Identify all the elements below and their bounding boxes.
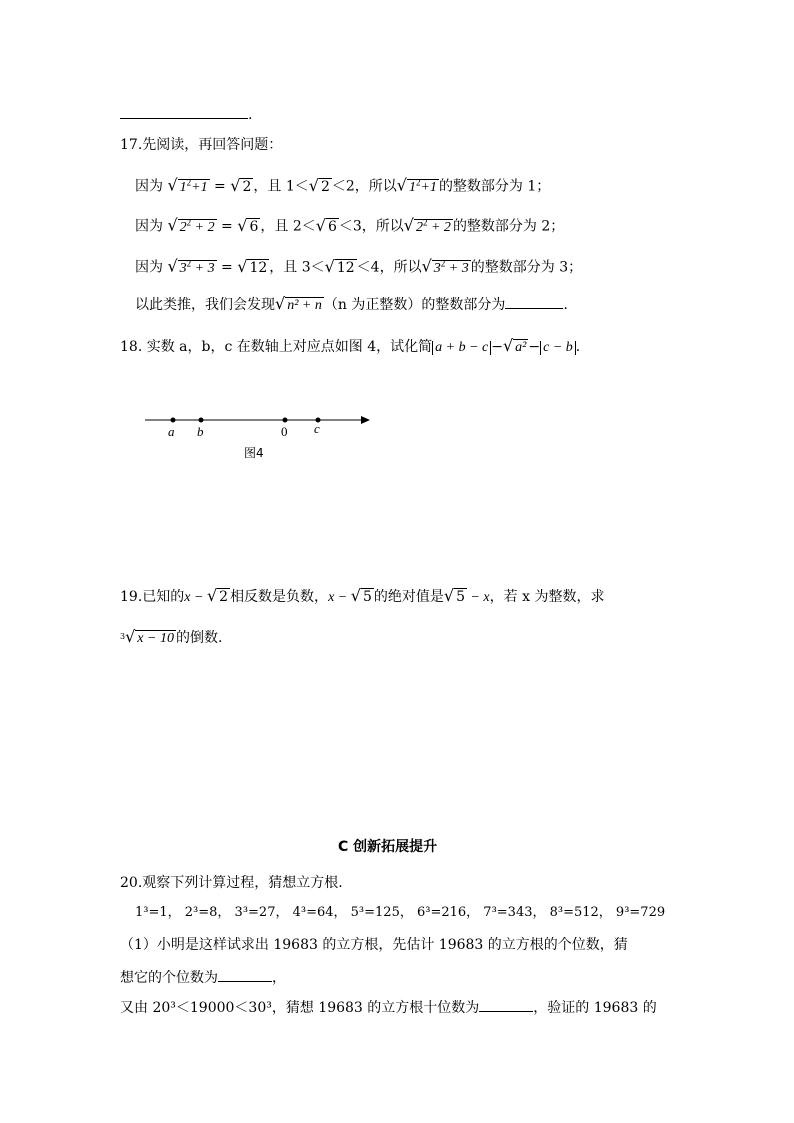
text: ，且 2＜ bbox=[260, 218, 316, 235]
term: + 2 bbox=[191, 219, 215, 235]
text: 因为 bbox=[135, 178, 163, 195]
period: . bbox=[563, 297, 568, 313]
point-b bbox=[199, 418, 204, 423]
radicand: 5 bbox=[362, 589, 372, 605]
text: （n 为正整数）的整数部分为 bbox=[323, 297, 506, 313]
text: 的倒数. bbox=[175, 630, 223, 646]
radical: √ $1^2+1$ bbox=[167, 175, 208, 195]
radicand: 12 bbox=[336, 259, 355, 276]
text: 以此类推，我们会发现 bbox=[135, 297, 275, 313]
q19-line2 bbox=[120, 627, 222, 649]
exponent: 2 bbox=[422, 217, 428, 227]
radical: √ 12 bbox=[324, 256, 355, 276]
top-answer-blank-line bbox=[120, 104, 252, 125]
base: 3 bbox=[433, 260, 441, 276]
text: ， bbox=[272, 970, 286, 986]
base: 3 bbox=[179, 260, 187, 276]
text: 因为 bbox=[135, 218, 163, 235]
text: ，且 3＜ bbox=[269, 259, 325, 276]
text: ＜2，所以 bbox=[331, 178, 397, 195]
term: + 2 bbox=[427, 219, 451, 235]
label-b: b bbox=[197, 424, 204, 439]
radical: √ n² + n bbox=[275, 294, 322, 313]
absolute-value: a + b − c bbox=[432, 341, 491, 355]
radical: √ a² bbox=[502, 336, 527, 355]
q18-text bbox=[120, 336, 580, 358]
term: +1 bbox=[420, 179, 437, 195]
arrow-head-icon bbox=[361, 416, 370, 424]
radicand: 2 bbox=[219, 589, 229, 605]
base: 2 bbox=[415, 219, 423, 235]
radical: √ $3^2 + 3$ bbox=[421, 256, 469, 276]
text: ，若 x 为整数，求 bbox=[489, 589, 605, 605]
exponent: 2 bbox=[415, 177, 421, 187]
figure-caption: 图4 bbox=[244, 446, 264, 460]
text: 又由 20³＜19000＜30³，猜想 19683 的立方根十位数为 bbox=[120, 1000, 480, 1016]
q17-line1 bbox=[135, 172, 550, 198]
radical: √ 5 bbox=[350, 586, 372, 605]
radical: √ $2^2 + 2$ bbox=[403, 215, 451, 235]
text: 的整数部分为 2； bbox=[452, 218, 565, 235]
term: + 3 bbox=[191, 260, 215, 276]
question-text: 18. 实数 a，b，c 在数轴上对应点如图 4，试化简 bbox=[120, 339, 433, 355]
q20-part1b bbox=[120, 967, 286, 988]
section-heading: C 创新拓展提升 bbox=[338, 839, 438, 855]
root-index: 3 bbox=[120, 632, 126, 641]
radical: √ $2^2 + 2$ bbox=[167, 215, 215, 235]
q17-line3 bbox=[135, 253, 582, 279]
radicand: 6 bbox=[327, 218, 337, 235]
text: 的整数部分为 1； bbox=[438, 178, 551, 195]
radicand: 6 bbox=[249, 218, 259, 235]
point-zero bbox=[283, 418, 288, 423]
radicand: 12 bbox=[249, 259, 268, 276]
text: ，验证的 19683 的 bbox=[533, 1000, 657, 1016]
label-c: c bbox=[314, 421, 320, 436]
equals: = bbox=[216, 218, 238, 235]
radicand: 5 bbox=[456, 589, 465, 605]
term: + 3 bbox=[445, 260, 469, 276]
expr: x − bbox=[328, 590, 351, 605]
period: . bbox=[248, 107, 253, 123]
equals: = bbox=[216, 259, 238, 276]
radicand: n² + n bbox=[287, 298, 322, 313]
q17-line2 bbox=[135, 212, 564, 238]
period: . bbox=[575, 339, 581, 355]
text: 的绝对值是 bbox=[373, 589, 444, 605]
radical: √ 5 bbox=[443, 586, 465, 605]
radical: √ 2 bbox=[230, 175, 252, 195]
radical: √ $3^2 + 3$ bbox=[167, 256, 215, 276]
radicand: 2 bbox=[242, 178, 252, 195]
exponent: 2 bbox=[186, 177, 192, 187]
base: 1 bbox=[408, 179, 416, 195]
label-zero: 0 bbox=[281, 424, 288, 439]
q20-part1: （1）小明是这样试求出 19683 的立方根，先估计 19683 的立方根的个位数，猜 bbox=[120, 937, 628, 953]
radical: √ $1^2+1$ bbox=[396, 175, 437, 195]
q20-cubes: 1³=1， 2³=8， 3³=27， 4³=64， 5³=125， 6³=216， 7³=343， 8³=512， 9³=729 bbox=[135, 905, 666, 920]
q17-line4 bbox=[135, 294, 568, 316]
q20-part2 bbox=[120, 997, 657, 1018]
point-a bbox=[171, 418, 176, 423]
exponent: 2 bbox=[440, 258, 446, 268]
answer-blank[interactable] bbox=[505, 294, 563, 309]
label-a: a bbox=[168, 424, 175, 439]
text: ＜3，所以 bbox=[338, 218, 404, 235]
minus: − bbox=[491, 339, 503, 355]
minus: − bbox=[528, 339, 541, 355]
q17-title: 17.先阅读，再回答问题： bbox=[120, 137, 283, 153]
answer-blank[interactable] bbox=[479, 997, 533, 1012]
cube-root: $^3$√ x − 10 bbox=[120, 627, 174, 646]
radical: √ 2 bbox=[308, 175, 330, 195]
text: 因为 bbox=[135, 259, 163, 276]
radicand: 2 bbox=[320, 178, 330, 195]
radical: √ 6 bbox=[237, 215, 259, 235]
exponent: 2 bbox=[186, 217, 192, 227]
equals: = bbox=[209, 178, 231, 195]
text: ，且 1＜ bbox=[253, 178, 309, 195]
radical: √ 6 bbox=[315, 215, 337, 235]
radicand: a² bbox=[515, 340, 527, 355]
expr: − x bbox=[466, 590, 490, 605]
text: 的整数部分为 3； bbox=[470, 259, 583, 276]
answer-blank[interactable] bbox=[218, 967, 272, 982]
text: 想它的个位数为 bbox=[120, 970, 218, 986]
term: +1 bbox=[191, 179, 208, 195]
base: 1 bbox=[179, 179, 187, 195]
base: 2 bbox=[179, 219, 187, 235]
radicand: x − 10 bbox=[137, 631, 174, 646]
text: ＜4，所以 bbox=[356, 259, 422, 276]
absolute-value: c − b bbox=[540, 341, 576, 355]
q20-title: 20.观察下列计算过程，猜想立方根. bbox=[120, 875, 343, 891]
expr: x − bbox=[184, 590, 207, 605]
answer-blank[interactable] bbox=[120, 104, 248, 119]
q19-line1 bbox=[120, 586, 604, 608]
exponent: 2 bbox=[186, 258, 192, 268]
radical: √ 12 bbox=[237, 256, 268, 276]
text: 相反数是负数， bbox=[230, 589, 329, 605]
radical: √ 2 bbox=[206, 586, 229, 605]
text: 19.已知的 bbox=[120, 589, 185, 605]
